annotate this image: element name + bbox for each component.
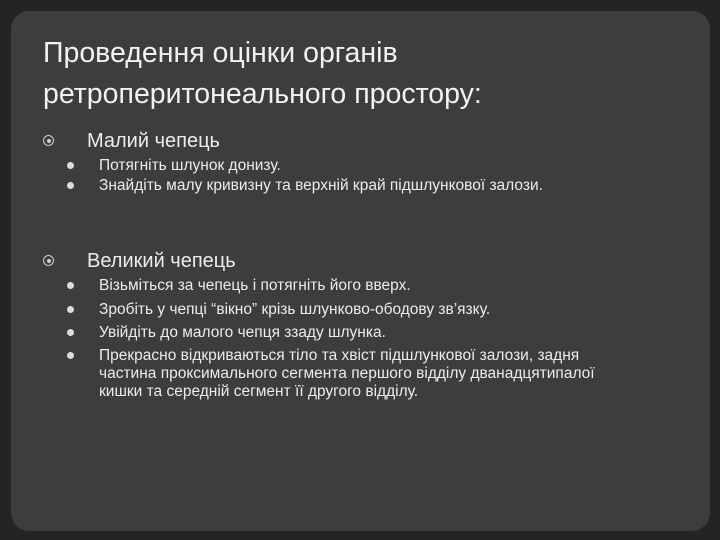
list-item-text: Візьміться за чепець і потягніть його вверх. — [99, 277, 411, 294]
bullet-icon — [67, 282, 74, 289]
bullet-icon — [67, 182, 74, 189]
content-panel — [11, 11, 710, 531]
section-heading-label: Великий чепець — [87, 250, 236, 272]
slide-title: Проведення оцінки органів ретроперитонеального простору: — [43, 37, 482, 110]
list-item-text: Увійдіть до малого чепця ззаду шлунка. — [99, 324, 386, 341]
section-heading-label: Малий чепець — [87, 130, 220, 152]
bullet-icon — [67, 352, 74, 359]
circle-bullet-icon — [43, 135, 54, 146]
bullet-icon — [67, 329, 74, 336]
list-item-text: Зробіть у чепці “вікно” крізь шлунково-ободову зв’язку. — [99, 301, 491, 318]
list-item-text: Прекрасно відкриваються тіло та хвіст підшлункової залози, задня частина проксимального сегмента першого відділу дванадцятипалої кишки та середній сегмент її другого відділу. — [99, 347, 595, 400]
bullet-icon — [67, 306, 74, 313]
list-item-text: Потягніть шлунок донизу. — [99, 157, 281, 174]
circle-bullet-icon — [43, 255, 54, 266]
bullet-icon — [67, 162, 74, 169]
list-item-text: Знайдіть малу кривизну та верхній край підшлункової залози. — [99, 177, 543, 194]
